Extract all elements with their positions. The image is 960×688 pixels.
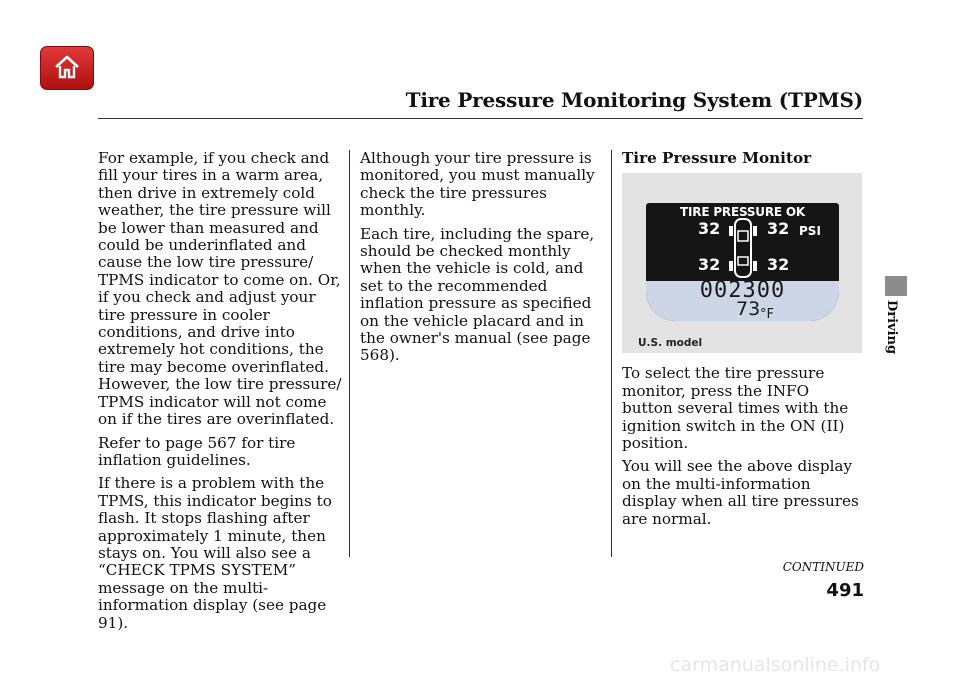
column-3: [622, 150, 862, 534]
front-right-pressure: 32: [767, 219, 790, 239]
figure-caption: U.S. model: [638, 337, 703, 350]
continued-label: CONTINUED: [782, 560, 864, 574]
paragraph: If there is a problem with the TPMS, this indicator begins to flash. It stops flashing after approximately 1 minute, then stays on. You will also see a “CHECK TPMS SYSTEM” message on the multi-information display (see page 91).: [98, 474, 332, 632]
column-2: [360, 150, 602, 371]
home-icon: [53, 54, 81, 80]
paragraph: Although your tire pressure is monitored, you must manually check the tire pressures monthly.: [360, 149, 595, 220]
column-divider: [611, 150, 612, 557]
page-title: Tire Pressure Monitoring System (TPMS): [405, 88, 863, 112]
temperature-readout: 73: [736, 298, 761, 321]
column-1: [98, 150, 344, 638]
rear-right-pressure: 32: [767, 255, 790, 275]
section-tab-marker: [885, 276, 907, 296]
rear-left-pressure: 32: [698, 255, 721, 275]
page-number: 491: [826, 580, 864, 601]
paragraph: Each tire, including the spare, should be checked monthly when the vehicle is cold, and set to the recommended inflation pressure as specified on the vehicle placard and in the owner's manual (see page 568).: [360, 224, 595, 365]
temperature-unit: °F: [760, 307, 774, 322]
multi-information-display: [646, 203, 839, 321]
home-button[interactable]: [40, 46, 94, 90]
watermark: carmanualsonline.info: [670, 654, 881, 676]
pressure-unit: PSI: [799, 224, 821, 239]
odometer-readout: 002300: [699, 278, 786, 304]
front-left-pressure: 32: [698, 219, 721, 239]
paragraph: You will see the above display on the multi-information display when all tire pressures are normal.: [622, 457, 859, 528]
paragraph: Refer to page 567 for tire inflation guidelines.: [98, 433, 296, 469]
column-divider: [349, 150, 350, 557]
tpms-figure: [622, 173, 862, 353]
car-top-view-icon: [728, 217, 758, 279]
title-divider: [98, 118, 863, 119]
display-heading: TIRE PRESSURE OK: [680, 205, 805, 220]
section-label: Driving: [884, 300, 899, 355]
paragraph: To select the tire pressure monitor, press the INFO button several times with the ignition switch in the ON (II) position.: [622, 364, 849, 453]
figure-title: Tire Pressure Monitor: [622, 149, 812, 167]
paragraph: For example, if you check and fill your tires in a warm area, then drive in extremely cold weather, the tire pressure will be lower than measured and could be underinflated and cause the low tire pressure/ TPMS indicator to come on. Or, if you check and adjust your tire pressure in cooler conditions, and drive into extremely hot conditions, the tire may become overinflated. However, the low tire pressure/ TPMS indicator will not come on if the tires are overinflated.: [98, 149, 342, 429]
